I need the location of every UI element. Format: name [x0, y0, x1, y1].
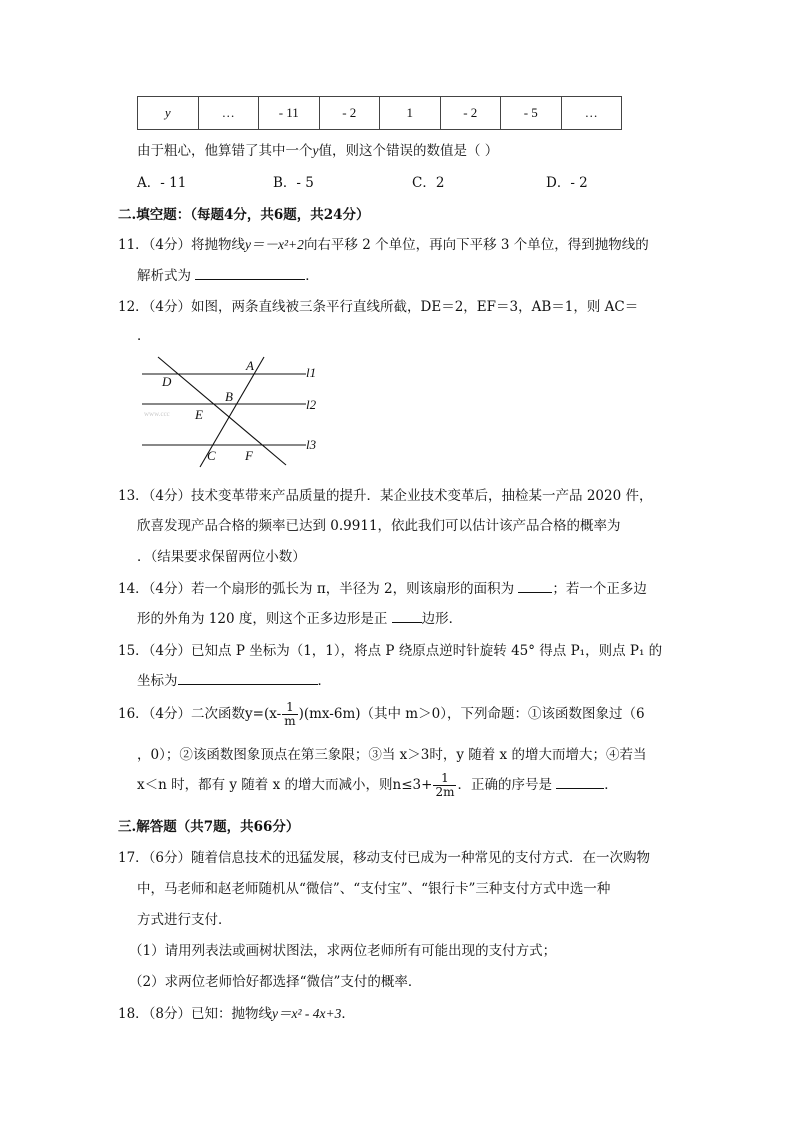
q10-option-b: B．- 5 — [273, 175, 314, 191]
answer-blank[interactable] — [556, 774, 604, 789]
q13-line3: ．（结果要求保留两位小数） — [137, 549, 306, 565]
q17-sub1: （1）请用列表法或画树状图法，求两位老师所有可能出现的支付方式； — [129, 943, 557, 959]
q17-line2: 中，马老师和赵老师随机从“微信”、“支付宝”、“银行卡”三种支付方式中选一种 — [137, 881, 611, 897]
q12-line2: ． — [137, 328, 151, 344]
q10-stem: 由于粗心，他算错了其中一个y值，则这个错误的数值是（ ） — [137, 143, 499, 159]
q10-option-c: C．2 — [412, 175, 445, 191]
q10-option-d: D．- 2 — [546, 175, 588, 191]
q13-line2: 欣喜发现产品合格的频率已达到 0.9911，依此我们可以估计该产品合格的概率为 — [137, 518, 621, 534]
label-e: E — [195, 407, 203, 422]
table-cell: … — [198, 97, 259, 130]
label-b: B — [225, 389, 233, 404]
table-row — [138, 97, 622, 130]
q16-line1: 16．（4分）二次函数y=(x- $\frac{1}{m}$ )(mx-6m)（其中 m＞0），下列命题：①该函数图象过（6 — [118, 700, 645, 728]
q12-line1: 12．（4分）如图，两条直线被三条平行直线所截，DE＝2，EF＝3，AB＝1，则 AC＝ — [118, 299, 639, 315]
answer-blank[interactable] — [392, 608, 422, 623]
q17-line1: 17．（6分）随着信息技术的迅猛发展，移动支付已成为一种常见的支付方式．在一次购物 — [118, 850, 651, 866]
answer-blank[interactable] — [195, 265, 305, 280]
answer-blank[interactable] — [178, 670, 318, 685]
q16-function: y=(x- $\frac{1}{m}$ )(mx-6m) — [245, 700, 361, 728]
q14-line1: 14．（4分）若一个扇形的弧长为 π，半径为 2，则该扇形的面积为 ；若一个正多边 — [118, 577, 647, 597]
q18-line1: 18．（8分）已知：抛物线y＝x² - 4x+3． — [118, 1006, 355, 1022]
fraction-1-over-m: $\frac{1}{m}$ — [284, 700, 296, 728]
q14-line2: 形的外角为 120 度，则这个正多边形是正 边形． — [137, 607, 462, 627]
table-cell: - 2 — [319, 97, 380, 130]
q17-sub2: （2）求两位老师恰好都选择“微信”支付的概率． — [129, 974, 422, 990]
q17-line3: 方式进行支付． — [137, 912, 232, 928]
watermark: www.ccc — [144, 410, 170, 418]
label-l3: l3 — [306, 437, 317, 452]
label-d: D — [162, 374, 172, 389]
table-cell: 1 — [380, 97, 441, 130]
q11-line2: 解析式为 ． — [137, 264, 319, 284]
q13-line1: 13．（4分）技术变革带来产品质量的提升．某企业技术变革后，抽检某一产品 2020 件， — [118, 488, 653, 504]
table-cell: … — [561, 97, 622, 130]
fraction-1-over-2m: $\frac{1}{2m}$ — [435, 771, 455, 799]
label-c: C — [207, 448, 216, 463]
table-cell: - 2 — [440, 97, 501, 130]
label-l2: l2 — [306, 397, 317, 412]
table-row-label: y — [138, 97, 199, 130]
parallel-lines-figure — [138, 354, 328, 472]
table-cell: - 5 — [501, 97, 562, 130]
q16-line2: ，0）；②该函数图象顶点在第三象限；③当 x＞3时，y 随着 x 的增大而增大；④若当 — [137, 747, 647, 763]
q15-line2: 坐标为 ． — [137, 669, 331, 689]
value-table — [137, 96, 622, 130]
q15-line1: 15．（4分）已知点 P 坐标为（1，1），将点 P 绕原点逆时针旋转 45° 得点 P₁，则点 P₁ 的 — [118, 643, 663, 659]
transversal-df — [158, 357, 286, 465]
label-a: A — [246, 358, 254, 373]
q16-line3: x＜n 时，都有 y 随着 x 的增大而减小，则n≤3+ $\frac{1}{2m}$ ．正确的序号是 ． — [137, 771, 618, 799]
q11-line1: 11．（4分）将抛物线y＝－x²+2向右平移 2 个单位，再向下平移 3 个单位，得到抛物线的 — [118, 237, 649, 253]
section-3-heading: 三.解答题（共7题，共66分） — [118, 819, 300, 835]
table-cell: - 11 — [259, 97, 320, 130]
section-2-heading: 二.填空题：（每题4分，共6题，共24分） — [118, 207, 370, 223]
label-f: F — [245, 448, 253, 463]
label-l1: l1 — [306, 365, 317, 380]
answer-blank[interactable] — [518, 578, 552, 593]
q10-option-a: A．- 11 — [137, 175, 187, 191]
